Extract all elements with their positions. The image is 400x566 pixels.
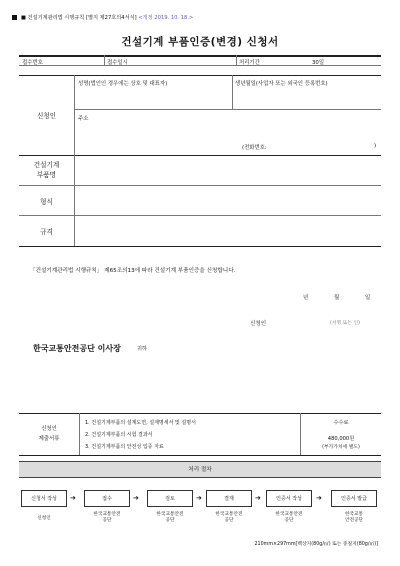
applicant-label-divider [74,75,75,155]
part-name-label [19,160,74,180]
declaration-applicant-label: 신청인 [250,321,267,327]
process-actor-5: 한국교통안전 공단 [275,512,303,523]
attachments-top-border [19,413,381,414]
attachment-item-3: 3. 건설기계부품의 안전성 입증 자료 [85,444,164,450]
model-row-bottom [19,215,381,216]
receipt-row-bottom [19,65,381,66]
form-reference-text: ■ 건설기계관리법 시행규칙 [별지 제27호의4서식] [21,15,139,21]
process-step-5: 인증서 작성 [266,490,312,507]
attachments-label [19,424,79,444]
equipment-bottom-border [19,246,381,247]
model-label: 형식 [40,198,53,206]
attachment-item-2: 2. 건설기계부품의 시험 결과서 [85,432,153,438]
page-title: 건설기계 부품인증(변경) 신청서 [121,36,279,48]
receipt-divider-2 [236,55,237,65]
table-top-border [19,55,381,57]
amendment-date: <개정 2019. 10. 18.> [138,15,194,21]
arrow-right-icon: ➔ [196,494,202,502]
applicant-phone-close: ) [374,143,377,149]
fee-label: 수수료 [333,420,349,426]
form-reference [12,14,193,21]
receipt-date-label: 접수일시 [107,60,128,66]
applicant-address-label: 주소 [78,116,89,122]
attachments-label-line1: 신청인 [41,426,57,432]
fee-note: (부가가치세 별도) [322,445,360,450]
attachments-bottom-border [19,455,381,456]
process-step-3: 검토 [147,490,193,507]
attachments-label-divider [79,413,80,455]
applicant-name-label: 성명(법인인 경우에는 상호 및 대표자) [78,81,168,87]
arrow-right-icon: ➔ [133,494,139,502]
date-day: 일 [365,295,371,301]
process-actor-3: 한국교통안전 공단 [156,512,184,523]
process-actor-1: 신청인 [37,516,51,521]
equipment-label-divider [74,155,75,246]
recipient-suffix: 귀하 [137,346,148,352]
process-step-1: 신청서 작성 [21,490,67,507]
process-actor-4: 한국교통안전 공단 [215,512,243,523]
attachment-item-1: 1. 건설기계부품의 설계도면, 설계명세서 및 설명서 [85,420,196,426]
processing-period-value: 30일 [312,60,325,66]
date-month: 월 [334,295,340,301]
process-step-2: 접수 [84,490,130,507]
receipt-divider-1 [104,55,105,65]
process-step-4: 결재 [206,490,252,507]
process-title: 처리 절차 [188,467,212,473]
arrow-right-icon: ➔ [70,494,76,502]
applicant-phone-label: (전화번호: [242,145,267,151]
date-year: 년 [303,295,309,301]
recipient-name: 한국교통안전공단 이사장 [33,344,121,353]
part-name-row-bottom [19,185,381,186]
arrow-right-icon: ➔ [255,494,261,502]
applicant-birth-label: 생년월일(사업자 또는 외국인 등록번호) [235,81,328,87]
signature-note: (서명 또는 인) [330,321,360,326]
arrow-right-icon: ➔ [316,494,322,502]
fee-value: 480,000원 [327,436,355,442]
square-bullet-icon [12,15,17,20]
part-name-label-line1: 건설기계 [33,161,60,169]
applicant-row-divider [75,109,381,110]
paper-spec-footer: 210mm×297mm[백상지(80g/㎡) 또는 중질지(80g/㎡)] [254,542,378,547]
spec-label: 규격 [40,228,53,236]
process-actor-6: 한국교통 안전공단 [344,512,364,523]
process-actor-2: 한국교통안전 공단 [93,512,121,523]
processing-period-label: 처리기간 [239,60,260,66]
part-name-label-line2: 부품명 [36,171,57,179]
attachments-label-line2: 제출서류 [38,436,60,442]
applicant-section-label: 신청인 [36,112,57,120]
name-birth-divider [232,75,233,109]
process-step-6: 인증서 발급 [331,490,377,507]
declaration-text: 「건설기계관리법 시행규칙」 제65조의13에 따라 건설기계 부품인증을 신청합니다. [30,268,236,274]
receipt-number-label: 접수번호 [22,60,43,66]
